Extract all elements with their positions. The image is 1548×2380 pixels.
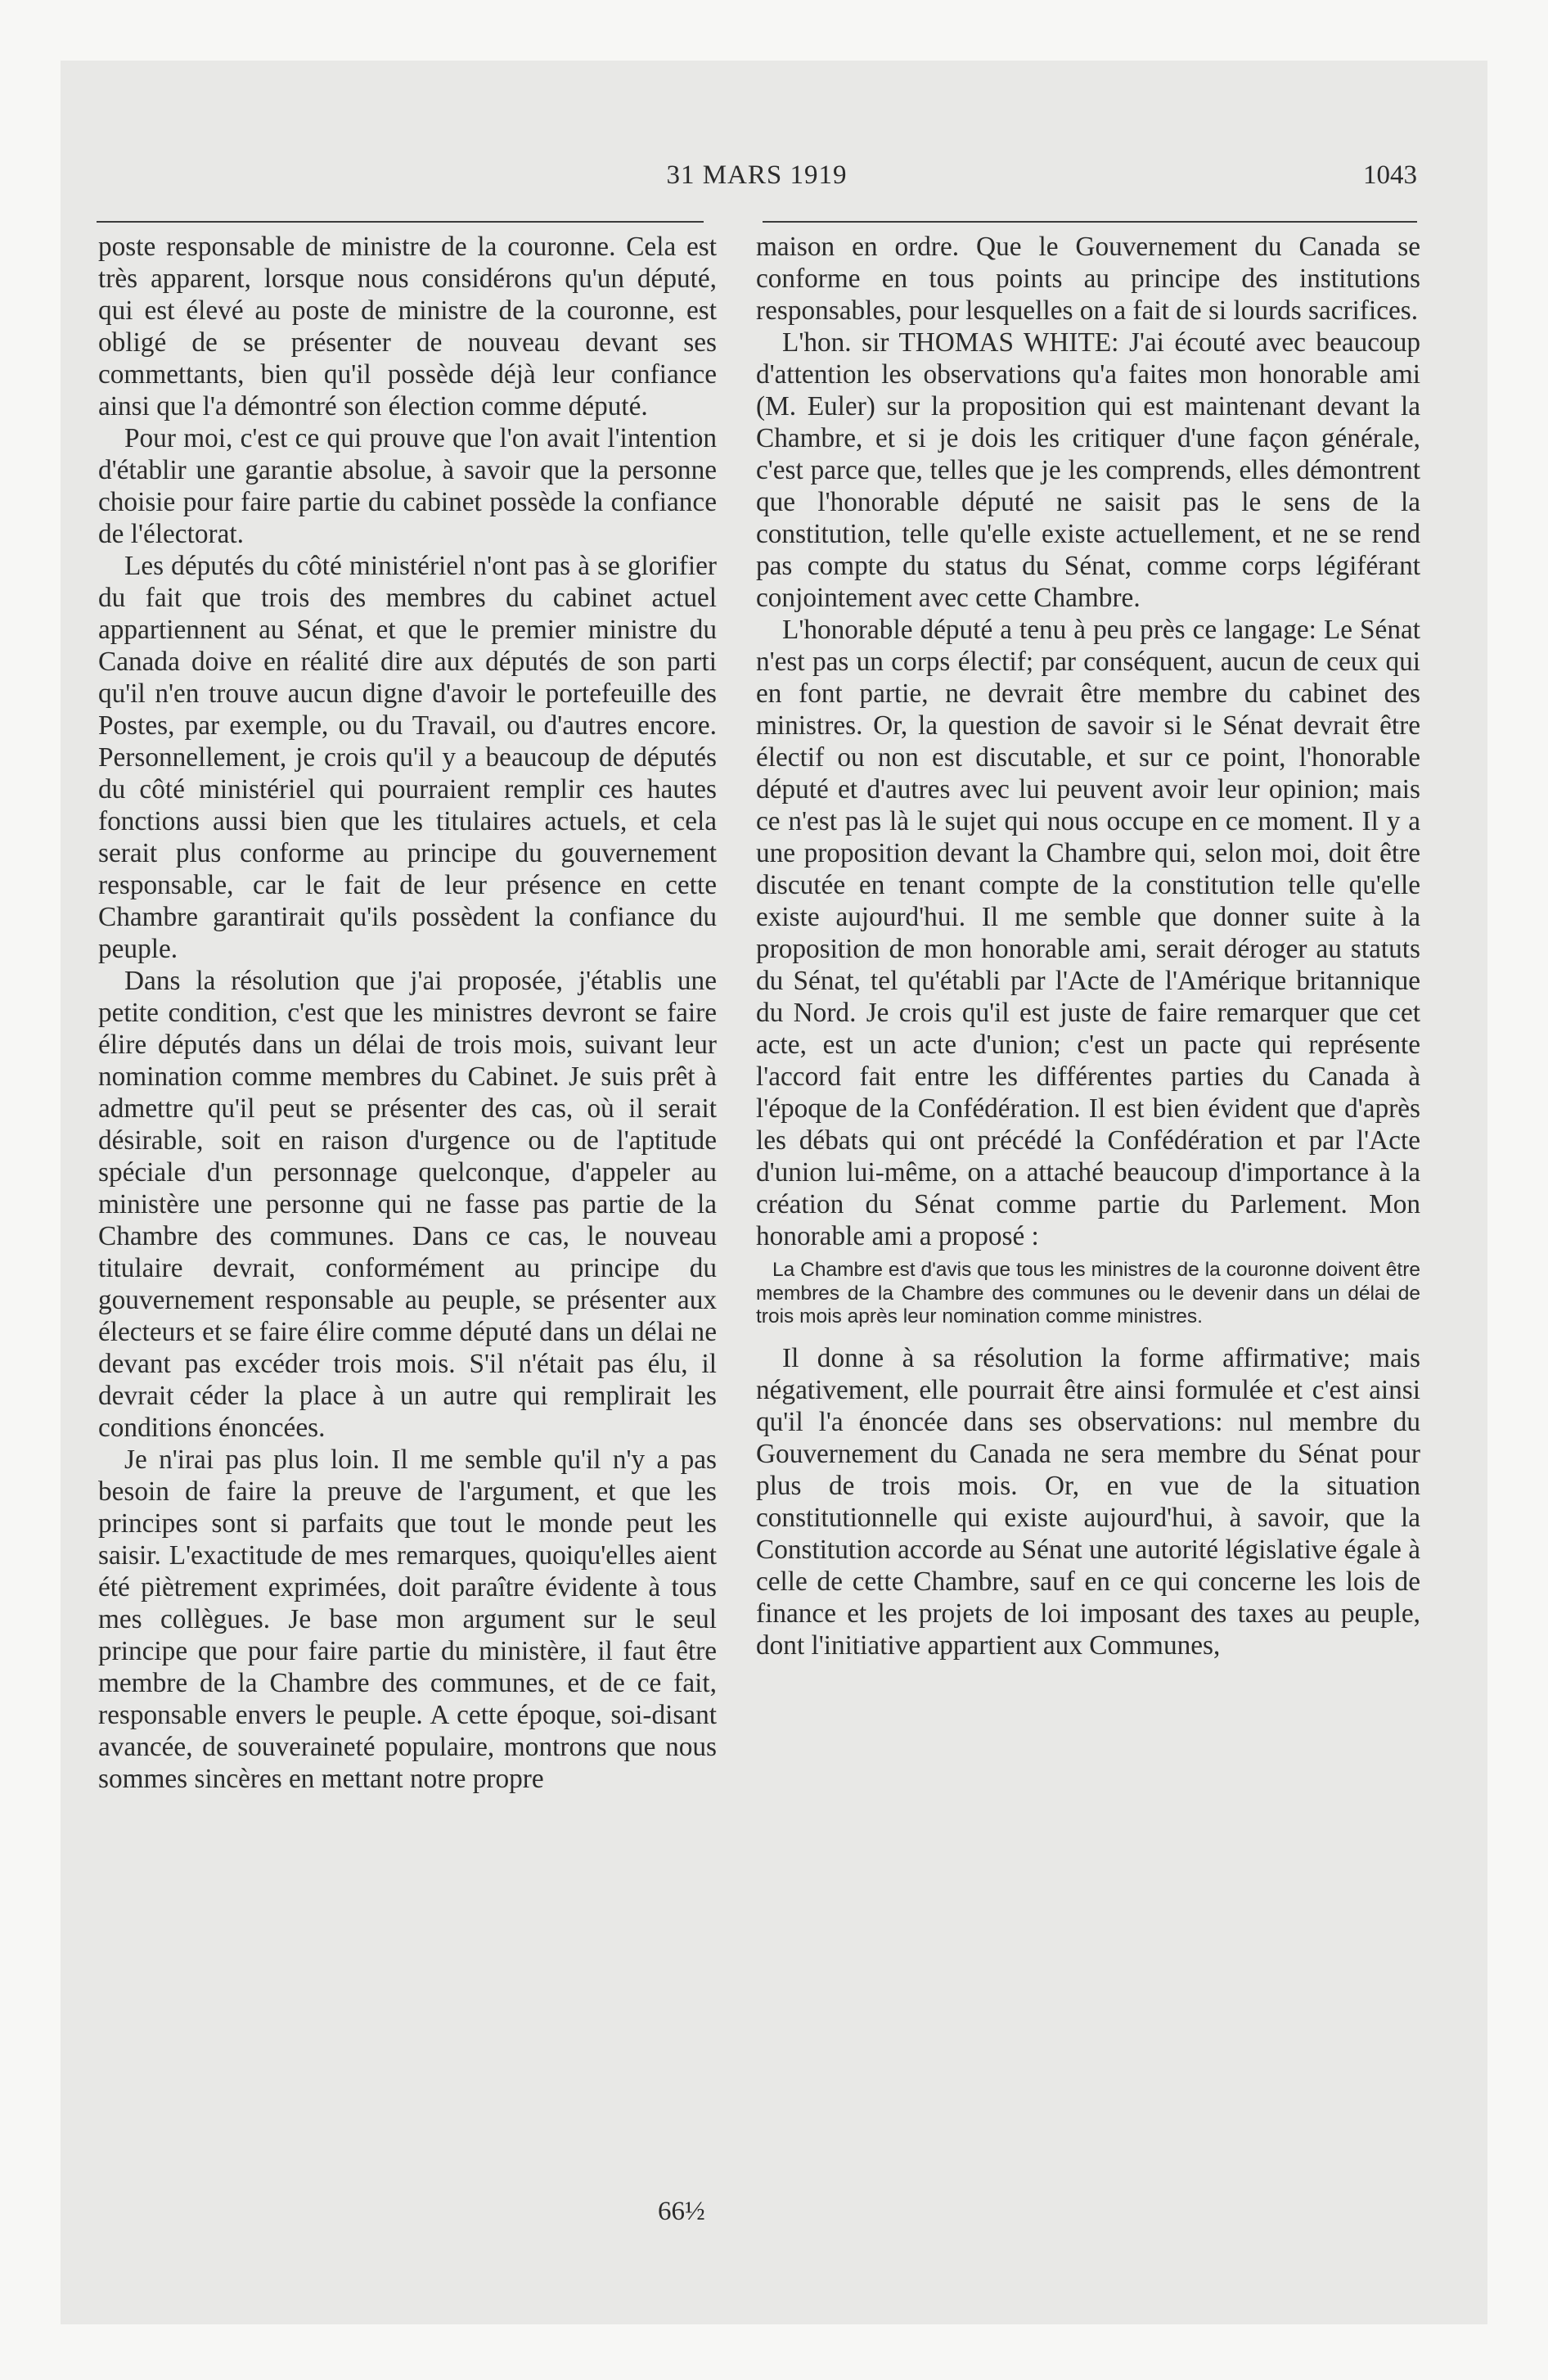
resolution-quote: La Chambre est d'avis que tous les ministres de la couronne doivent être membres de la Chambre des communes ou le devenir dans un délai de trois mois après leur nomination comme ministres. <box>756 1259 1420 1327</box>
paragraph: poste responsable de ministre de la couronne. Cela est très apparent, lorsque nous considérons qu'un député, qui est élevé au poste de ministre de la couronne, est obligé de se présenter de nouveau devant ses commettants, bien qu'il possède déjà leur confiance ainsi que l'a démontré son élection comme député. <box>98 232 717 421</box>
paragraph: maison en ordre. Que le Gouvernement du Canada se conforme en tous points au principe des institutions responsables, pour lesquelles on a fait de si lourds sacrifices. <box>756 232 1420 326</box>
paragraph: L'honorable député a tenu à peu près ce langage: Le Sénat n'est pas un corps électif; par conséquent, aucun de ceux qui en font partie, ne devrait être membre du cabinet des ministres. Or, la question de savoir si le Sénat devrait être électif ou non est discutable, et sur ce point, l'honorable député et d'autres avec lui peuvent avoir leur opinion; mais ce n'est pas là le sujet qui nous occupe en ce moment. Il y a une proposition devant la Chambre qui, selon moi, doit être discutée en tenant compte de la constitution telle qu'elle existe aujourd'hui. Il me semble que donner suite à la proposition de mon honorable ami, serait déroger au statuts du Sénat, tel qu'établi par l'Acte de l'Amérique britannique du Nord. Je crois qu'il est juste de faire remarquer que cet acte, est un acte d'union; c'est un pacte qui représente l'accord fait entre les différentes parties du Canada à l'époque de la Confédération. Il est bien évident que d'après les débats qui ont précédé la Confédération et par l'Acte d'union lui-même, on a attaché beaucoup d'importance à la création du Sénat comme partie du Parlement. Mon honorable ami a proposé : <box>756 615 1420 1251</box>
header-rule-left <box>97 221 704 223</box>
paragraph: Pour moi, c'est ce qui prouve que l'on avait l'intention d'établir une garantie absolue, à savoir que la personne choisie pour faire partie du cabinet possède la confiance de l'électorat. <box>98 423 717 549</box>
header-rule-right <box>763 221 1417 223</box>
paragraph: Les députés du côté ministériel n'ont pas à se glorifier du fait que trois des membres du cabinet actuel appartiennent au Sénat, et que le premier ministre du Canada doive en réalité dire aux députés de son parti qu'il n'en trouve aucun digne d'avoir le portefeuille des Postes, par exemple, ou du Travail, ou d'autres encore. Personnellement, je crois qu'il y a beaucoup de députés du côté ministériel qui pourraient remplir ces hautes fonctions aussi bien que les titulaires actuels, et cela serait plus conforme au principe du gouvernement responsable, car le fait de leur présence en cette Chambre garantirait qu'ils possèdent la confiance du peuple. <box>98 551 717 964</box>
left-column <box>98 231 717 1795</box>
paragraph: Je n'irai pas plus loin. Il me semble qu'il n'y a pas besoin de faire la preuve de l'argument, et que les principes sont si parfaits que tout le monde peut les saisir. L'exactitude de mes remarques, quoiqu'elles aient été piètrement exprimées, doit paraître évidente à tous mes collègues. Je base mon argument sur le seul principe que pour faire partie du ministère, il faut être membre de la Chambre des communes, et de ce fait, responsable envers le peuple. A cette époque, soi-disant avancée, de souveraineté populaire, montrons que nous sommes sincères en mettant notre propre <box>98 1445 717 1794</box>
paragraph: Il donne à sa résolution la forme affirmative; mais négativement, elle pourrait être ainsi formulée et c'est ainsi qu'il l'a énoncée dans ses observations: nul membre du Gouvernement du Canada ne sera membre du Sénat pour plus de trois mois. Or, en vue de la situation constitutionnelle qui existe aujourd'hui, à savoir, que la Constitution accorde au Sénat une autorité législative égale à celle de cette Chambre, sauf en ce qui concerne les lois de finance et les projets de loi imposant des taxes au peuple, dont l'initiative appartient aux Communes, <box>756 1342 1420 1661</box>
speaker-paragraph: L'hon. sir THOMAS WHITE: J'ai écouté avec beaucoup d'attention les observations qu'a faites mon honorable ami (M. Euler) sur la proposition qui est maintenant devant la Chambre, et si je dois les critiquer d'une façon générale, c'est parce que, telles que je les comprends, elles démontrent que l'honorable député ne saisit pas le sens de la constitution, telle qu'elle existe actuellement, et ne se rend pas compte du status du Sénat, comme corps légiférant conjointement avec cette Chambre. <box>756 327 1420 613</box>
header-date: 31 MARS 1919 <box>666 160 848 190</box>
right-column <box>756 231 1420 1661</box>
page-scan <box>61 61 1487 2324</box>
paragraph: Dans la résolution que j'ai proposée, j'établis une petite condition, c'est que les ministres devront se faire élire députés dans un délai de trois mois, suivant leur nomination comme membres du Cabinet. Je suis prêt à admettre qu'il peut se présenter des cas, où il serait désirable, soit en raison d'urgence ou de l'aptitude spéciale d'un personnage quelconque, d'appeler au ministère une personne qui ne fasse pas partie de la Chambre des communes. Dans ce cas, le nouveau titulaire devrait, conformément au principe du gouvernement responsable au peuple, se présenter aux électeurs et se faire élire comme député dans un délai ne devant pas excéder trois mois. S'il n'était pas élu, il devrait céder la place à un autre qui remplirait les conditions énoncées. <box>98 966 717 1443</box>
page-header <box>97 160 1417 210</box>
signature-mark: 66½ <box>658 2197 705 2226</box>
page-number: 1043 <box>1363 160 1417 190</box>
